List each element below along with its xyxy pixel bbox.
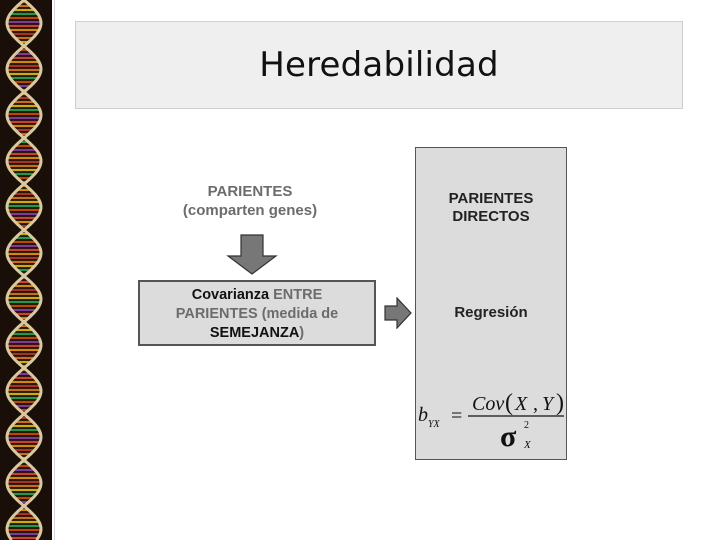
formula-sigma-sub: X	[524, 439, 531, 451]
formula-arg-x: X	[515, 393, 528, 415]
regression-formula	[416, 388, 568, 458]
svg-text:(: (	[505, 390, 513, 416]
formula-b: b	[418, 404, 428, 426]
formula-equals: =	[451, 405, 463, 427]
formula-arg-y: Y	[542, 393, 554, 415]
dna-helix-decoration	[0, 0, 52, 540]
parientes-directos-panel	[415, 147, 567, 460]
formula-comma: ,	[533, 393, 538, 415]
down-arrow-icon	[226, 234, 278, 276]
semejanza-word: SEMEJANZA	[209, 325, 300, 341]
panel-header-line1: PARIENTES	[448, 190, 534, 207]
formula-b-sub: YX	[428, 419, 440, 430]
parientes-label	[150, 182, 350, 220]
regresion-label: Regresión	[454, 304, 528, 321]
covarianza-box	[138, 280, 376, 346]
svg-text:): )	[556, 390, 564, 416]
covarianza-line3	[140, 324, 374, 343]
divider	[54, 0, 55, 540]
covarianza-line2: PARIENTES (medida de	[175, 306, 339, 322]
right-arrow-icon	[384, 297, 412, 329]
slide-title: Heredabilidad	[259, 45, 499, 85]
parientes-line2: (comparten genes)	[182, 202, 318, 219]
covarianza-line1	[140, 286, 374, 305]
entre-word: ENTRE	[269, 287, 323, 303]
covarianza-word: Covarianza	[191, 287, 270, 303]
parientes-line1: PARIENTES	[207, 183, 293, 200]
panel-header	[416, 190, 566, 226]
closing-paren: )	[299, 325, 305, 341]
panel-header-line2: DIRECTOS	[452, 208, 530, 225]
formula-numerator: Cov	[472, 393, 505, 415]
formula-sigma-sup: 2	[524, 420, 529, 431]
formula-sigma: σ	[500, 420, 517, 453]
title-box	[75, 21, 683, 109]
